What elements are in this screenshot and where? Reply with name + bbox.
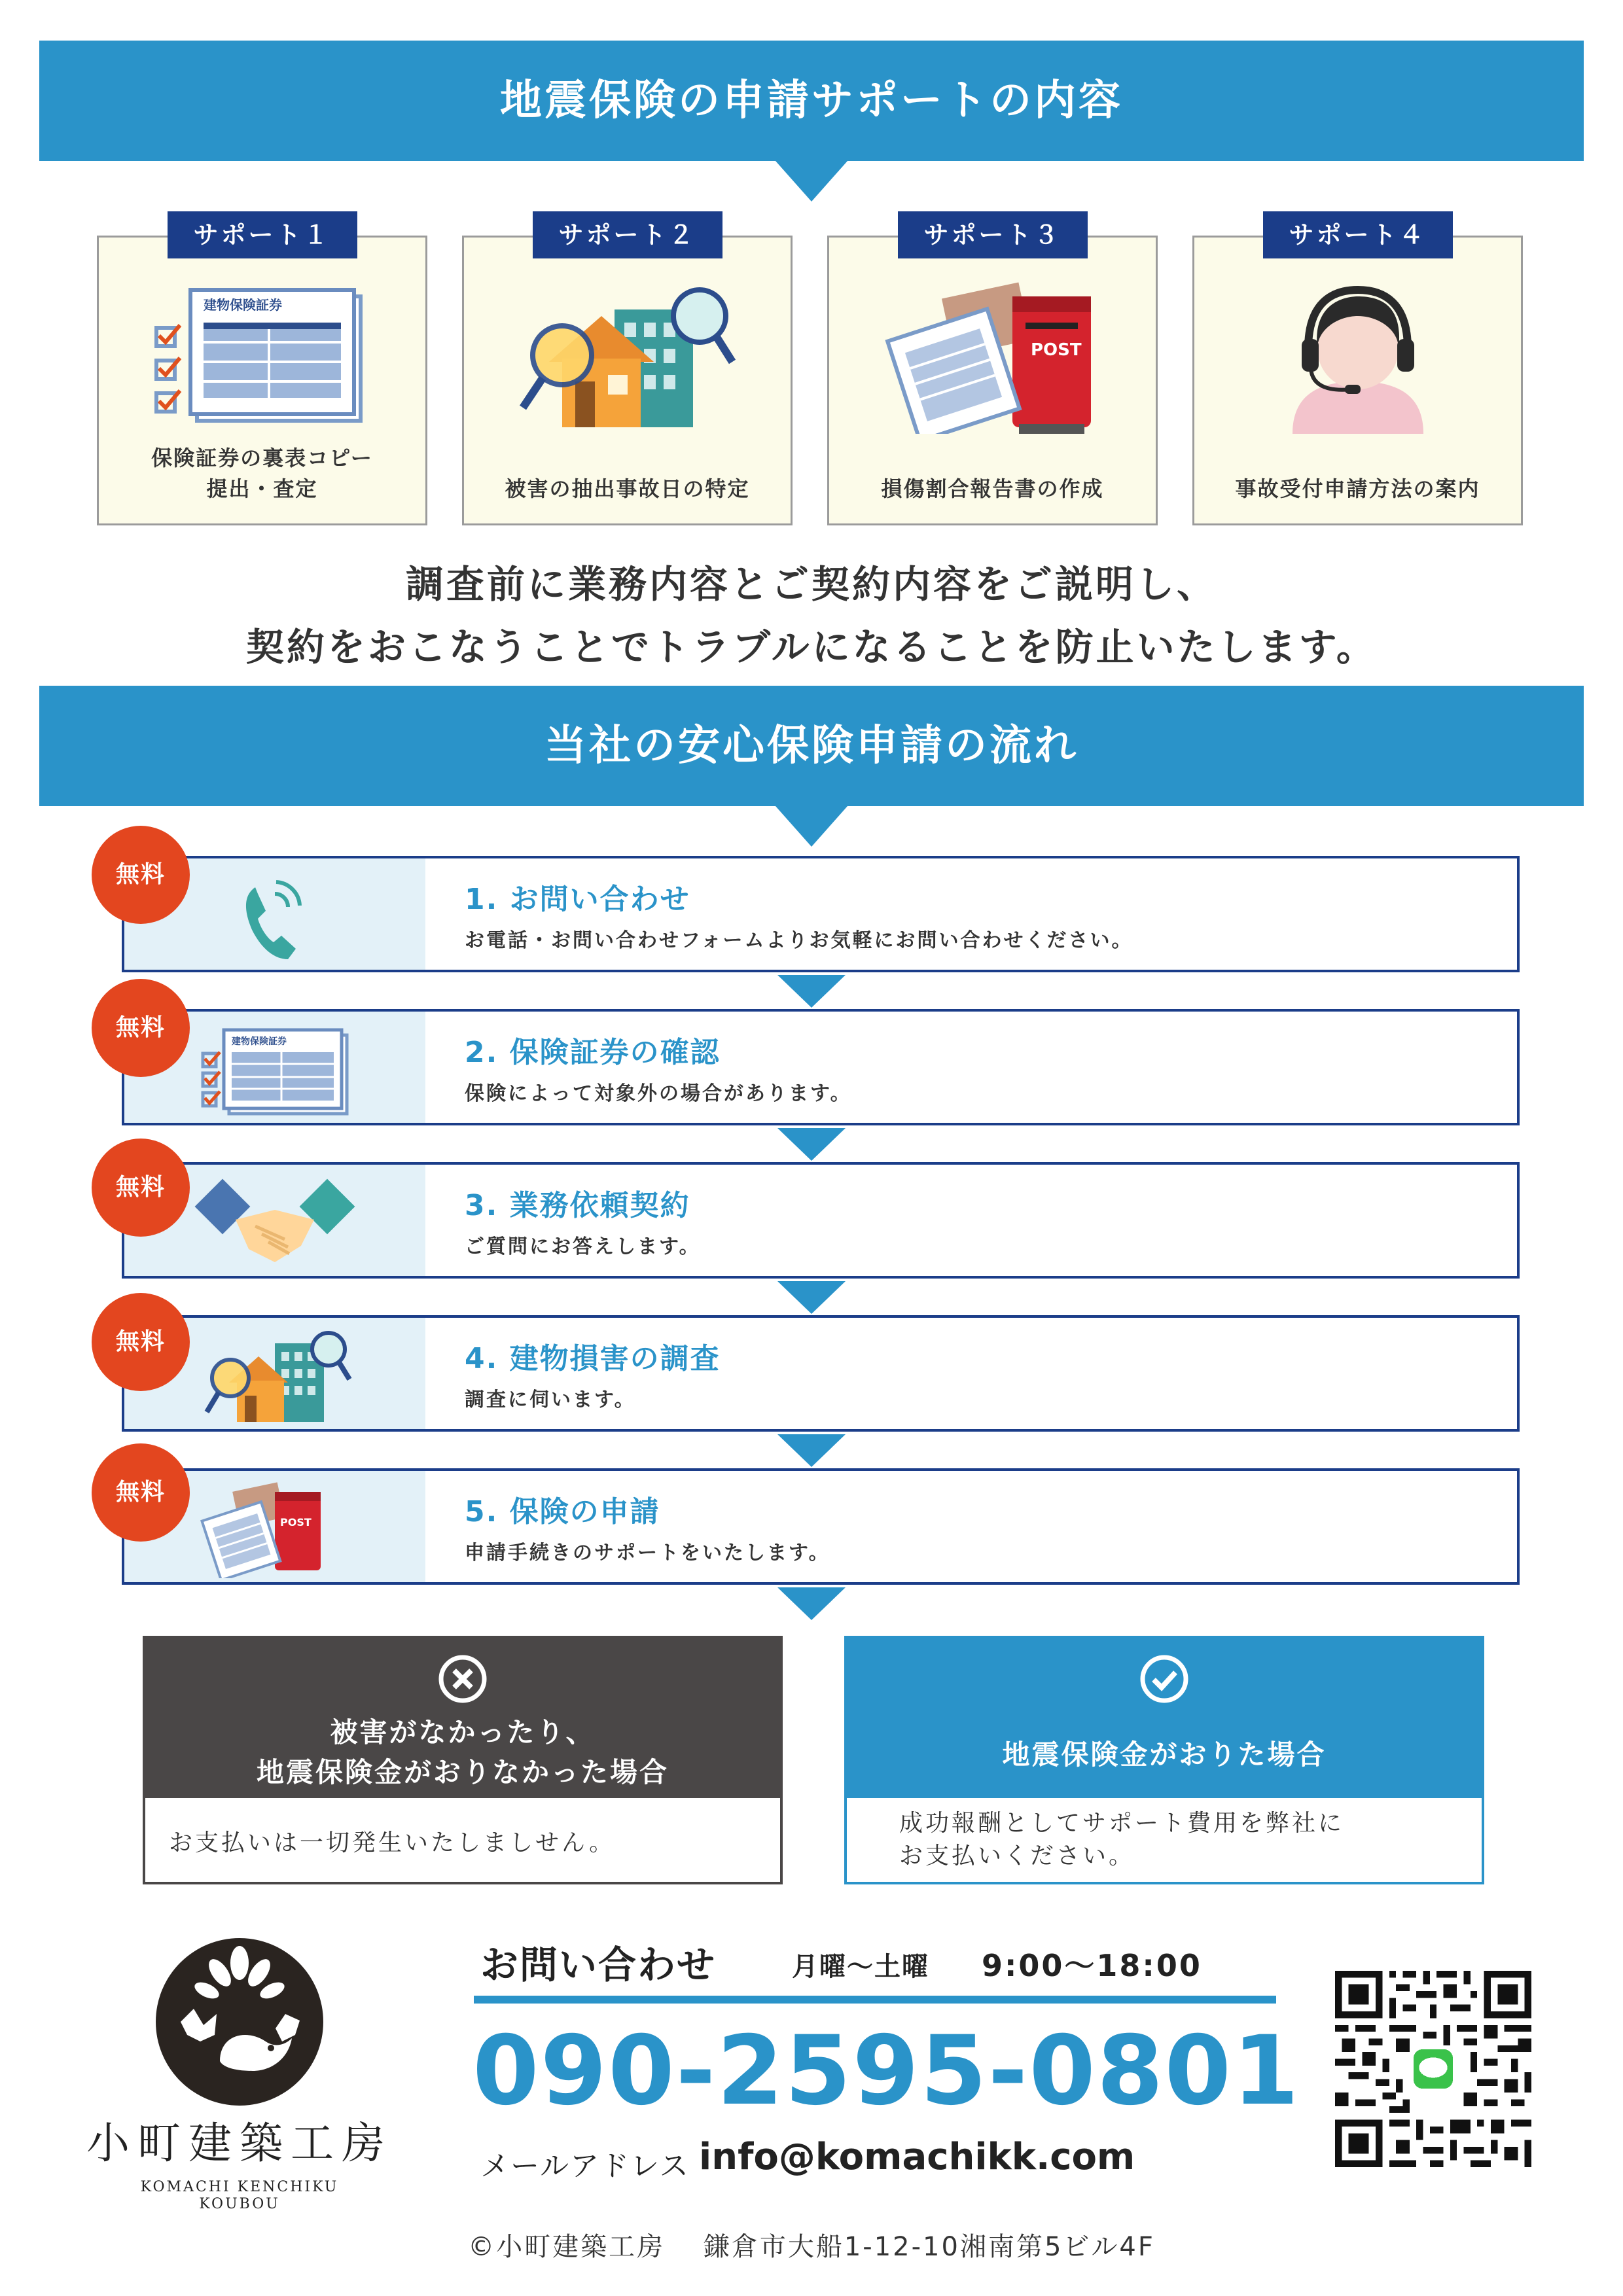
support-label: 保険証券の裏表コピー 提出・査定 [151,446,373,501]
contact-divider [474,1996,1276,2004]
company-logo-name: 小町建築工房 [86,2118,393,2168]
free-badge: 無料 [92,1139,190,1237]
support-card-1 [97,221,427,525]
business-days: 月曜～土曜 [792,1952,929,1982]
report-post-icon [177,1480,373,1578]
post-label: POST [1030,340,1082,360]
step-title: 4. 建物損害の調査 [465,1342,721,1375]
support-tag: サポート３ [898,211,1088,258]
post-label: POST [280,1516,312,1528]
outcome-title: 地震保険金がおりた場合 [1002,1739,1327,1771]
outcome-no-payout [143,1636,783,1884]
support-section-title: 地震保険の申請サポートの内容 [500,77,1123,125]
step-description: ご質問にお答えします。 [465,1235,701,1258]
cross-circle-icon [437,1653,489,1705]
lead-line-2: 契約をおこなうことでトラブルになることを防止いたします。 [246,625,1377,669]
line-qr-code[interactable] [1335,1971,1531,2167]
support-card-4 [1192,221,1523,525]
free-badge: 無料 [92,1443,190,1542]
support-tag: サポート４ [1263,211,1453,258]
mini-doc-title: 建物保険証券 [232,1036,287,1047]
flow-step-2 [122,1009,1520,1125]
phone-number-link[interactable]: 090-2595-0801 [473,2015,1300,2127]
outcome-body: 成功報酬としてサポート費用を弊社に お支払いください。 [844,1798,1484,1884]
support-tag: サポート１ [168,211,357,258]
outcome-header [143,1636,783,1798]
insurance-document-icon [151,277,374,434]
flow-step-1 [122,856,1520,972]
step-description: 保険によって対象外の場合があります。 [465,1082,852,1105]
free-badge: 無料 [92,1293,190,1391]
step-description: 申請手続きのサポートをいたします。 [465,1542,830,1564]
step-arrow [777,1281,846,1314]
step-arrow [777,1128,846,1161]
email-label: メールアドレス [480,2149,690,2183]
step-title: 1. お問い合わせ [465,883,690,916]
lead-line-1: 調査前に業務内容とご契約内容をご説明し、 [405,562,1217,607]
outcome-payout [844,1636,1484,1884]
step-arrow [777,975,846,1008]
banner-arrow [776,161,847,202]
banner-arrow [776,806,847,847]
support-card-3 [827,221,1158,525]
flow-section-title: 当社の安心保険申請の流れ [544,722,1079,770]
support-tag: サポート２ [533,211,722,258]
step-arrow [777,1587,846,1620]
handshake-icon [177,1174,373,1272]
house-inspection-icon [177,1327,373,1425]
flow-step-5 [122,1468,1520,1585]
flow-step-4 [122,1315,1520,1432]
mini-doc-title: 建物保険証券 [203,297,282,313]
check-circle-icon [1138,1653,1190,1705]
step-description: 調査に伺います。 [465,1388,636,1411]
step-title: 2. 保険証券の確認 [465,1036,721,1069]
step-title: 3. 業務依頼契約 [465,1189,690,1222]
step-arrow [777,1434,846,1467]
free-badge: 無料 [92,826,190,924]
support-label: 損傷割合報告書の作成 [881,476,1104,501]
support-label: 事故受付申請方法の案内 [1235,476,1480,501]
outcome-body: お支払いは一切発生いたしましせん。 [143,1798,783,1884]
support-section-banner [39,41,1584,161]
flow-step-3 [122,1162,1520,1279]
company-logo-emblem [154,1937,325,2107]
support-label: 被害の抽出事故日の特定 [505,476,750,501]
report-post-icon [882,277,1104,434]
phone-icon [177,868,373,966]
outcome-header [844,1636,1484,1798]
flow-section-banner [39,686,1584,806]
footer-copyright-address: ©小町建築工房 鎌倉市大船1-12-10湘南第5ビル4F [468,2232,1155,2262]
house-inspection-icon [516,277,739,434]
email-link[interactable]: info@komachikk.com [699,2136,1135,2178]
insurance-document-icon [177,1021,373,1119]
business-hours: 9:00～18:00 [982,1948,1202,1983]
contact-heading: お問い合わせ [480,1943,717,1987]
headset-operator-icon [1247,277,1469,434]
support-card-2 [462,221,793,525]
free-badge: 無料 [92,979,190,1077]
outcome-title: 被害がなかったり、 地震保険金がおりなかった場合 [256,1716,669,1788]
step-description: お電話・お問い合わせフォームよりお気軽にお問い合わせください。 [465,929,1133,952]
company-logo-roman: KOMACHI KENCHIKU KOUBOU [140,2179,339,2213]
step-title: 5. 保険の申請 [465,1495,660,1528]
